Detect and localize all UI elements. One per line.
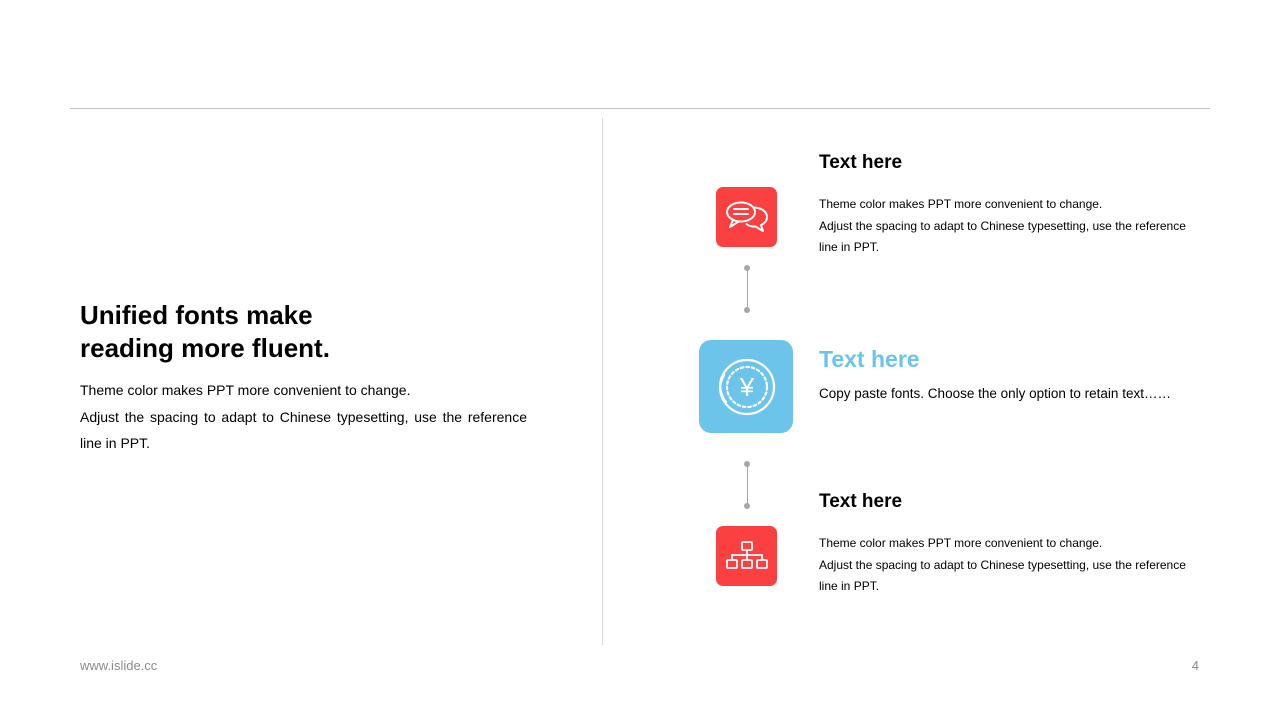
chat-icon-tile [716,187,777,247]
connector-line [746,461,748,509]
left-body [80,377,527,457]
chat-bubbles-icon [724,200,770,234]
item-2-body-line: Copy paste fonts. Choose the only option to retain text…… [819,386,1171,401]
org-chart-icon-tile [716,526,777,586]
item-2-title: Text here [819,346,920,372]
coin-icon-tile [699,340,793,433]
top-rule [70,108,1210,109]
yen-coin-icon [714,355,778,419]
connector-line [746,265,748,313]
org-chart-icon [725,540,769,572]
coin-symbol: ¥ [739,371,755,402]
vertical-divider [602,118,603,645]
item-1-title: Text here [819,152,903,173]
footer-url: www.islide.cc [80,658,158,673]
left-heading: Unified fonts make reading more fluent. [80,300,330,363]
page-number: 4 [1191,658,1199,673]
item-3-body-line: Theme color makes PPT more convenient to change. [819,536,1103,550]
item-1-body [819,194,1194,259]
item-1-body-line: Adjust the spacing to adapt to Chinese typesetting, use the reference line in PPT. [819,218,1186,254]
item-2-body [819,384,1194,404]
left-text-block [80,299,527,457]
left-body-line: Adjust the spacing to adapt to Chinese typesetting, use the reference line in PPT. [80,408,527,451]
item-3-body [819,533,1194,598]
item-3-body-line: Adjust the spacing to adapt to Chinese typesetting, use the reference line in PPT. [819,557,1186,593]
left-body-line: Theme color makes PPT more convenient to change. [80,382,411,398]
item-3-title: Text here [819,491,903,512]
item-1-body-line: Theme color makes PPT more convenient to change. [819,197,1103,211]
